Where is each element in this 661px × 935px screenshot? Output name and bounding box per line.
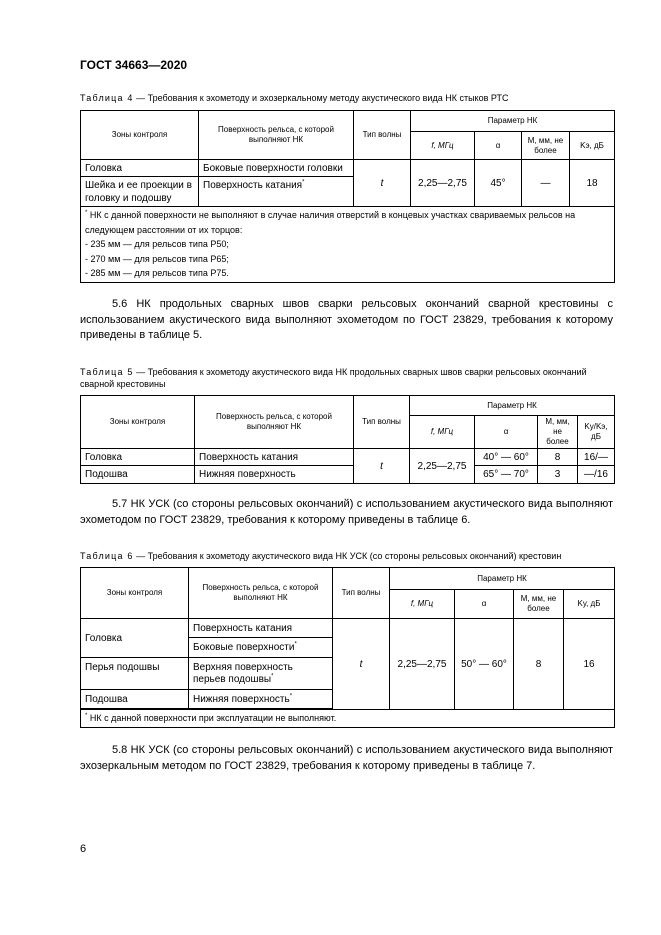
table4-note-text: НК с данной поверхности не выполняют в случае наличия отверстий в концевых участках свариваемых рельсов на следующем расстоянии от их торцов: [85,210,576,235]
table5-header-param: Параметр НК [410,396,615,416]
table4-note-item: - 285 мм — для рельсов типа Р75. [85,268,229,278]
table5-row1-zone: Головка [81,449,195,466]
footnote-mark: * [302,179,305,186]
paragraph-5-8: 5.8 НК УСК (со стороны рельсовых окончаний) с использованием акустического вида выполняют эхозеркальным методом по ГОСТ 23829, требования к которому приведены в таблице 7. [80,744,613,772]
table5-row1-alpha: 40° — 60° [475,449,538,466]
table5-wave-value: t [354,449,410,484]
table5-header-m: М, мм, не более [538,416,578,449]
table6-header-m: М, мм, не более [514,590,564,619]
table6-header-param: Параметр НК [390,568,615,590]
table4-header-surface: Поверхность рельса, с которой выполняют НК [199,111,354,160]
footnote-mark: * [289,693,293,700]
table5-header-surface: Поверхность рельса, с которой выполняют НК [195,396,354,449]
table4-row2-zone: Шейка и ее проекции в головку и подошву [81,177,199,207]
footnote-mark: * [294,641,297,648]
table5-freq-value: 2,25—2,75 [410,449,475,484]
table6-freq-value: 2,25—2,75 [390,619,455,710]
table4-header-param: Параметр НК [411,111,615,132]
table4-note-item: - 270 мм — для рельсов типа Р65; [85,253,229,264]
table5-header-freq: f, МГц [410,416,475,449]
table6-m-value: 8 [514,619,564,710]
paragraph-5-6: 5.6 НК продольных сварных швов сварки рельсовых окончаний сварной крестовины с использованием акустического вида выполняют эхометодом по ГОСТ 23829, требования к которому приведены в таблице 5. [80,298,613,341]
table4-caption-text: — Требования к эхометоду и эхозеркальному методу акустического вида НК стыков РТС [133,93,509,103]
table6-zone-head: Головка [81,619,189,658]
table4-caption-label: Таблица 4 [80,93,134,103]
table4-row2-surface: Поверхность катания* [199,177,354,207]
table4-k-value: 18 [570,160,615,207]
table4-header-wave: Тип волны [354,111,411,160]
table6-header-wave: Тип волны [333,568,390,619]
table5-header-wave: Тип волны [354,396,410,449]
table6-header-alpha: α [455,590,514,619]
table5-row2-k: —/16 [578,466,615,484]
table6-zone-feather: Перья подошвы [81,658,189,690]
table6-note [81,710,615,728]
table4 [80,110,615,283]
page-number: 6 [80,843,87,855]
footnote-mark: * [85,713,88,720]
table5-row2-alpha: 65° — 70° [475,466,538,484]
table4-alpha-value: 45° [475,160,522,207]
paragraph-5-7: 5.7 НК УСК (со стороны рельсовых окончаний) с использованием акустического вида выполняют эхометодом по ГОСТ 23829, требования к которому приведены в таблице 6. [80,498,613,526]
table4-row1-zone: Головка [81,160,199,177]
table4-header-freq: f, МГц [411,132,475,160]
footnote-mark: * [271,673,274,680]
table6-header-k: Kу, дБ [564,590,615,619]
table6-note-text: НК с данной поверхности при эксплуатации не выполняют. [87,713,337,724]
table6-caption-text: — Требования к эхометоду акустического вида НК УСК (со стороны рельсовых окончаний) крестовин [133,551,562,561]
table5-row1-m: 8 [538,449,578,466]
table4-header-m: М, мм, не более [522,132,570,160]
table4-note-item: - 235 мм — для рельсов типа Р50; [85,239,229,249]
table4-caption [80,92,620,104]
table4-header-alpha: α [475,132,522,160]
table6-surface-side: Боковые поверхности* [189,638,333,658]
table6-wave-value: t [333,619,390,710]
table6-header-freq: f, МГц [390,590,455,619]
document-title: ГОСТ 34663—2020 [80,58,188,72]
table4-note [81,207,615,283]
table5-caption-text: — Требования к эхометоду акустического вида НК продольных сварных швов сварки рельсовых окончаний сварной крестовины [80,367,587,389]
footnote-mark: * [85,210,88,216]
table4-header-k: Kэ, дБ [570,132,615,160]
table6-surface-feather-top: Верхняя поверхность перьев подошвы* [189,658,333,690]
table5-header-k: Kу/Kэ, дБ [578,416,615,449]
table5-caption-label: Таблица 5 [80,367,134,377]
table5 [80,395,615,484]
table4-wave-value: t [354,160,411,207]
table6-caption-label: Таблица 6 [80,551,134,561]
table5-row1-k: 16/— [578,449,615,466]
table6-k-value: 16 [564,619,615,710]
table6-header-surface: Поверхность рельса, с которой выполняют НК [189,568,333,619]
table5-caption [80,366,616,390]
table5-header-alpha: α [475,416,538,449]
table6-surface-bottom: Нижняя поверхность* [189,690,333,709]
table5-header-zones: Зоны контроля [81,396,195,449]
table6-header-zones: Зоны контроля [81,568,189,619]
table6-caption [80,550,630,562]
table4-row1-surface: Боковые поверхности головки [199,160,354,177]
table6-surface-rolling: Поверхность катания [189,619,333,638]
table6-alpha-value: 50° — 60° [455,619,514,710]
table4-freq-value: 2,25—2,75 [411,160,475,207]
table5-row2-zone: Подошва [81,466,195,484]
table4-header-zones: Зоны контроля [81,111,199,160]
table5-row2-m: 3 [538,466,578,484]
table4-m-value: — [522,160,570,207]
table5-row2-surface: Нижняя поверхность [195,466,354,484]
table6-zone-sole: Подошва [81,690,189,709]
table6 [80,567,615,728]
table5-row1-surface: Поверхность катания [195,449,354,466]
